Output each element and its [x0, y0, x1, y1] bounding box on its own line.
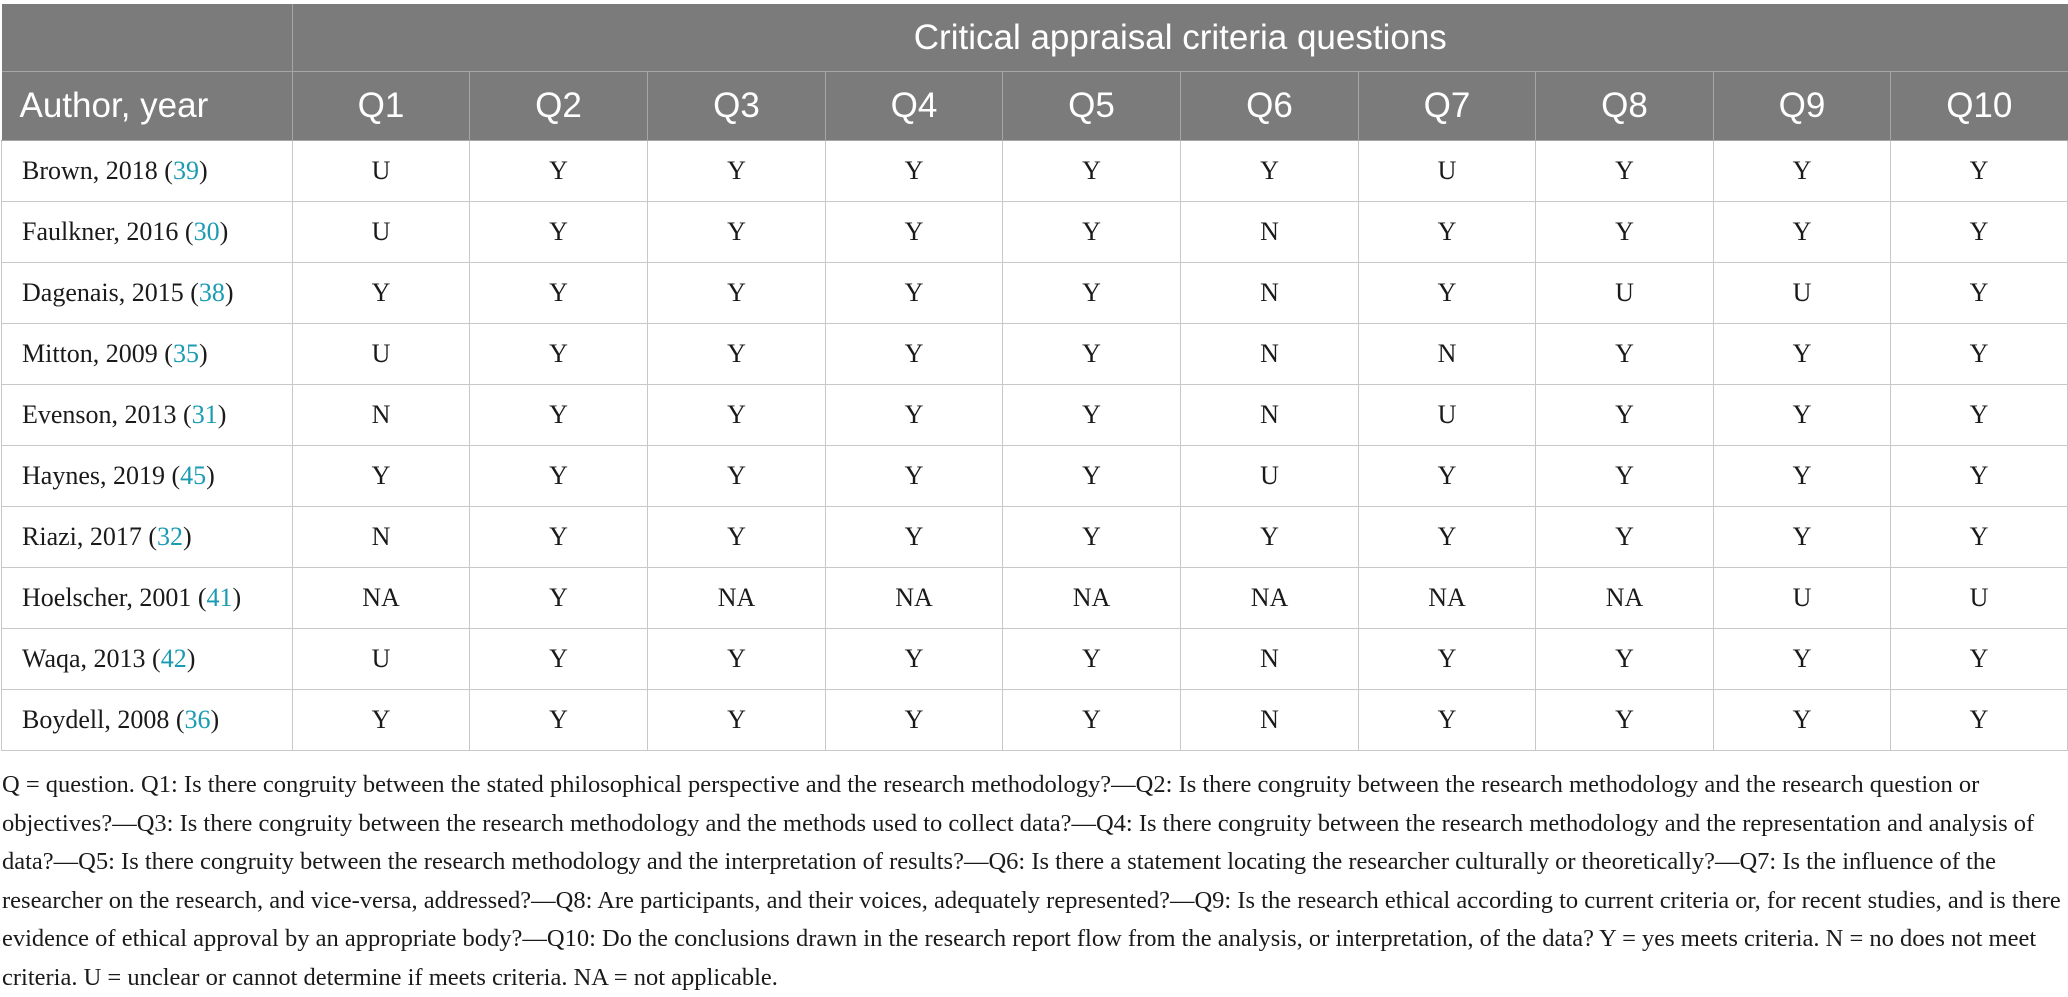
- rating-cell-q6: NA: [1181, 568, 1359, 629]
- rating-cell-q9: U: [1714, 568, 1891, 629]
- table-row: [2, 385, 2068, 446]
- rating-cell-q2: Y: [470, 385, 648, 446]
- rating-cell-q5: Y: [1003, 690, 1181, 751]
- author-year: Evenson, 2013: [22, 400, 177, 429]
- author-cell: Waqa, 2013 (42): [2, 629, 293, 690]
- rating-cell-q4: Y: [826, 690, 1003, 751]
- column-header-q8: Q8: [1536, 72, 1714, 141]
- rating-cell-q8: Y: [1536, 507, 1714, 568]
- rating-cell-q1: N: [293, 385, 470, 446]
- rating-cell-q5: Y: [1003, 324, 1181, 385]
- rating-cell-q9: Y: [1714, 202, 1891, 263]
- reference-link[interactable]: 41: [206, 583, 233, 612]
- rating-cell-q2: Y: [470, 629, 648, 690]
- reference-link[interactable]: 36: [184, 705, 211, 734]
- author-cell: Faulkner, 2016 (30): [2, 202, 293, 263]
- reference-link[interactable]: 30: [193, 217, 220, 246]
- table-body: [2, 141, 2068, 751]
- rating-cell-q3: Y: [648, 202, 826, 263]
- rating-cell-q3: Y: [648, 507, 826, 568]
- rating-cell-q4: Y: [826, 629, 1003, 690]
- rating-cell-q1: N: [293, 507, 470, 568]
- author-year: Dagenais, 2015: [22, 278, 184, 307]
- rating-cell-q1: Y: [293, 690, 470, 751]
- rating-cell-q3: Y: [648, 690, 826, 751]
- column-header-q2: Q2: [470, 72, 648, 141]
- column-header-q6: Q6: [1181, 72, 1359, 141]
- rating-cell-q9: Y: [1714, 446, 1891, 507]
- rating-cell-q9: Y: [1714, 690, 1891, 751]
- author-year: Mitton, 2009: [22, 339, 158, 368]
- rating-cell-q6: N: [1181, 690, 1359, 751]
- rating-cell-q3: Y: [648, 385, 826, 446]
- rating-cell-q2: Y: [470, 690, 648, 751]
- rating-cell-q1: U: [293, 324, 470, 385]
- rating-cell-q5: Y: [1003, 385, 1181, 446]
- author-year: Brown, 2018: [22, 156, 158, 185]
- rating-cell-q7: Y: [1359, 690, 1536, 751]
- rating-cell-q6: Y: [1181, 141, 1359, 202]
- author-year: Riazi, 2017: [22, 522, 142, 551]
- rating-cell-q10: Y: [1891, 385, 2068, 446]
- rating-cell-q10: Y: [1891, 202, 2068, 263]
- table-row: [2, 690, 2068, 751]
- rating-cell-q6: N: [1181, 629, 1359, 690]
- table-row: [2, 629, 2068, 690]
- rating-cell-q2: Y: [470, 568, 648, 629]
- rating-cell-q3: Y: [648, 324, 826, 385]
- rating-cell-q4: Y: [826, 202, 1003, 263]
- rating-cell-q5: Y: [1003, 202, 1181, 263]
- rating-cell-q9: Y: [1714, 324, 1891, 385]
- reference-link[interactable]: 45: [180, 461, 207, 490]
- rating-cell-q6: U: [1181, 446, 1359, 507]
- author-cell: Riazi, 2017 (32): [2, 507, 293, 568]
- rating-cell-q7: N: [1359, 324, 1536, 385]
- rating-cell-q8: Y: [1536, 202, 1714, 263]
- rating-cell-q7: Y: [1359, 446, 1536, 507]
- rating-cell-q1: U: [293, 629, 470, 690]
- rating-cell-q10: Y: [1891, 629, 2068, 690]
- table-row: [2, 446, 2068, 507]
- rating-cell-q4: Y: [826, 263, 1003, 324]
- table-row: [2, 324, 2068, 385]
- author-cell: Mitton, 2009 (35): [2, 324, 293, 385]
- rating-cell-q2: Y: [470, 324, 648, 385]
- rating-cell-q8: Y: [1536, 141, 1714, 202]
- rating-cell-q9: Y: [1714, 141, 1891, 202]
- rating-cell-q6: Y: [1181, 507, 1359, 568]
- rating-cell-q2: Y: [470, 507, 648, 568]
- rating-cell-q10: Y: [1891, 446, 2068, 507]
- rating-cell-q10: Y: [1891, 141, 2068, 202]
- author-cell: Haynes, 2019 (45): [2, 446, 293, 507]
- rating-cell-q1: U: [293, 202, 470, 263]
- rating-cell-q5: Y: [1003, 141, 1181, 202]
- column-header-q3: Q3: [648, 72, 826, 141]
- column-header-row: [2, 72, 2068, 141]
- rating-cell-q5: Y: [1003, 446, 1181, 507]
- rating-cell-q7: U: [1359, 141, 1536, 202]
- column-header-q5: Q5: [1003, 72, 1181, 141]
- column-header-q7: Q7: [1359, 72, 1536, 141]
- column-header-q1: Q1: [293, 72, 470, 141]
- rating-cell-q7: Y: [1359, 507, 1536, 568]
- rating-cell-q2: Y: [470, 446, 648, 507]
- column-header-q10: Q10: [1891, 72, 2068, 141]
- rating-cell-q6: N: [1181, 202, 1359, 263]
- rating-cell-q9: U: [1714, 263, 1891, 324]
- author-cell: Evenson, 2013 (31): [2, 385, 293, 446]
- column-header-q4: Q4: [826, 72, 1003, 141]
- rating-cell-q6: N: [1181, 263, 1359, 324]
- rating-cell-q2: Y: [470, 263, 648, 324]
- column-header-author: Author, year: [2, 72, 293, 141]
- table-row: [2, 202, 2068, 263]
- table-footnote: Q = question. Q1: Is there congruity between the stated philosophical perspective and the research methodology?—Q2: Is there congruity between the research methodology and the research question or objectives?—Q3: Is there congruity between the research methodology and the methods used to collect data?—Q4: Is there congruity between the research methodology and the representation and analysis of data?—Q5: Is there congruity between the research methodology and the interpretation of results?—Q6: Is there a statement locating the researcher culturally or theoretically?—Q7: Is the influence of the researcher on the research, and vice-versa, addressed?—Q8: Are participants, and their voices, adequately represented?—Q9: Is the research ethical according to current criteria or, for recent studies, and is there evidence of ethical approval by an appropriate body?—Q10: Do the conclusions drawn in the research report flow from the analysis, or interpretation, of the data? Y = yes meets criteria. N = no does not meet criteria. U = unclear or cannot determine if meets criteria. NA = not applicable.: [2, 771, 2061, 991]
- rating-cell-q1: NA: [293, 568, 470, 629]
- author-year: Faulkner, 2016: [22, 217, 179, 246]
- rating-cell-q3: Y: [648, 141, 826, 202]
- rating-cell-q2: Y: [470, 202, 648, 263]
- rating-cell-q1: U: [293, 141, 470, 202]
- rating-cell-q6: N: [1181, 324, 1359, 385]
- rating-cell-q8: Y: [1536, 446, 1714, 507]
- rating-cell-q8: Y: [1536, 324, 1714, 385]
- table-row: [2, 507, 2068, 568]
- rating-cell-q4: NA: [826, 568, 1003, 629]
- rating-cell-q8: Y: [1536, 385, 1714, 446]
- rating-cell-q4: Y: [826, 385, 1003, 446]
- rating-cell-q9: Y: [1714, 507, 1891, 568]
- reference-link[interactable]: 31: [191, 400, 218, 429]
- rating-cell-q1: Y: [293, 263, 470, 324]
- rating-cell-q5: NA: [1003, 568, 1181, 629]
- rating-cell-q5: Y: [1003, 629, 1181, 690]
- rating-cell-q7: Y: [1359, 202, 1536, 263]
- rating-cell-q7: NA: [1359, 568, 1536, 629]
- rating-cell-q10: Y: [1891, 263, 2068, 324]
- column-header-q9: Q9: [1714, 72, 1891, 141]
- reference-link[interactable]: 35: [172, 339, 199, 368]
- author-year: Hoelscher, 2001: [22, 583, 192, 612]
- rating-cell-q4: Y: [826, 446, 1003, 507]
- rating-cell-q3: Y: [648, 446, 826, 507]
- author-year: Waqa, 2013: [22, 644, 146, 673]
- rating-cell-q8: Y: [1536, 629, 1714, 690]
- table-row: [2, 141, 2068, 202]
- header-blank-cell: [2, 4, 293, 72]
- rating-cell-q8: U: [1536, 263, 1714, 324]
- author-cell: Dagenais, 2015 (38): [2, 263, 293, 324]
- author-cell: Brown, 2018 (39): [2, 141, 293, 202]
- rating-cell-q10: Y: [1891, 324, 2068, 385]
- rating-cell-q10: U: [1891, 568, 2068, 629]
- rating-cell-q7: Y: [1359, 629, 1536, 690]
- rating-cell-q7: U: [1359, 385, 1536, 446]
- rating-cell-q4: Y: [826, 324, 1003, 385]
- table-row: [2, 263, 2068, 324]
- rating-cell-q3: Y: [648, 263, 826, 324]
- rating-cell-q4: Y: [826, 507, 1003, 568]
- rating-cell-q10: Y: [1891, 690, 2068, 751]
- reference-link[interactable]: 42: [160, 644, 187, 673]
- group-header-row: [2, 4, 2068, 72]
- rating-cell-q5: Y: [1003, 263, 1181, 324]
- rating-cell-q9: Y: [1714, 385, 1891, 446]
- rating-cell-q5: Y: [1003, 507, 1181, 568]
- rating-cell-q9: Y: [1714, 629, 1891, 690]
- group-header: Critical appraisal criteria questions: [293, 4, 2068, 72]
- author-cell: Boydell, 2008 (36): [2, 690, 293, 751]
- rating-cell-q6: N: [1181, 385, 1359, 446]
- table-row: [2, 568, 2068, 629]
- author-cell: Hoelscher, 2001 (41): [2, 568, 293, 629]
- rating-cell-q3: Y: [648, 629, 826, 690]
- rating-cell-q10: Y: [1891, 507, 2068, 568]
- reference-link[interactable]: 39: [172, 156, 199, 185]
- rating-cell-q8: NA: [1536, 568, 1714, 629]
- reference-link[interactable]: 38: [198, 278, 225, 307]
- author-year: Haynes, 2019: [22, 461, 165, 490]
- reference-link[interactable]: 32: [157, 522, 184, 551]
- rating-cell-q7: Y: [1359, 263, 1536, 324]
- rating-cell-q3: NA: [648, 568, 826, 629]
- author-year: Boydell, 2008: [22, 705, 170, 734]
- rating-cell-q1: Y: [293, 446, 470, 507]
- rating-cell-q4: Y: [826, 141, 1003, 202]
- rating-cell-q8: Y: [1536, 690, 1714, 751]
- rating-cell-q2: Y: [470, 141, 648, 202]
- appraisal-table: [1, 4, 2068, 751]
